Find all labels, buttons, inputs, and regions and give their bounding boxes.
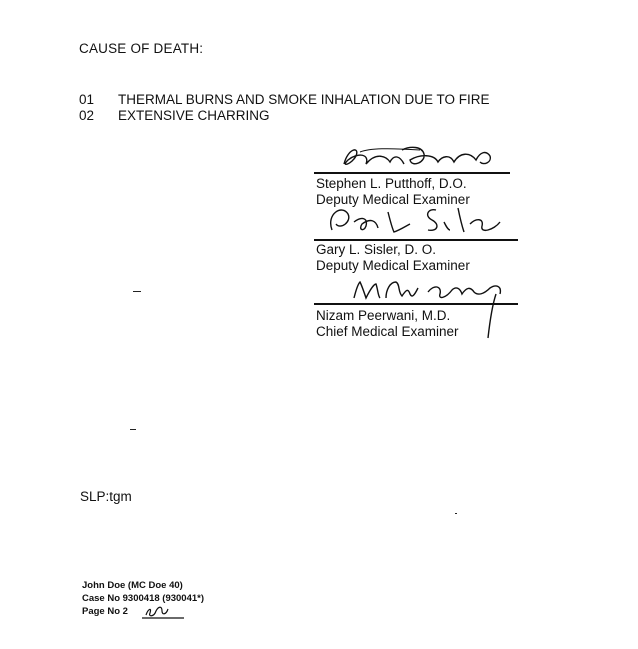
footer-page-number: Page No 2: [82, 606, 128, 617]
signer-title: Deputy Medical Examiner: [316, 258, 470, 273]
signature-line: [314, 303, 518, 305]
scan-mark: [133, 291, 141, 292]
scan-mark: [130, 429, 136, 430]
signer-name: Nizam Peerwani, M.D.: [316, 308, 451, 323]
cause-number: 02: [79, 108, 95, 123]
signature-stephen-putthoff: [330, 142, 500, 176]
footer-initials-mark: [140, 601, 186, 621]
signature-line: [314, 239, 518, 241]
signer-title: Chief Medical Examiner: [316, 324, 459, 339]
cause-text: THERMAL BURNS AND SMOKE INHALATION DUE TO FIRE: [118, 92, 490, 107]
cause-number: 01: [79, 92, 95, 107]
signer-title: Deputy Medical Examiner: [316, 192, 470, 207]
typist-initials: SLP:tgm: [80, 489, 132, 504]
signer-name: Gary L. Sisler, D. O.: [316, 242, 437, 257]
cause-of-death-heading: CAUSE OF DEATH:: [79, 41, 204, 56]
cause-text: EXTENSIVE CHARRING: [118, 108, 270, 123]
signer-name: Stephen L. Putthoff, D.O.: [316, 176, 467, 191]
signature-gary-sisler: [318, 200, 522, 244]
footer-case-number: Case No 9300418 (930041*): [82, 593, 205, 604]
scan-mark: [455, 513, 457, 514]
footer-case-name: John Doe (MC Doe 40): [82, 580, 183, 591]
signature-line: [314, 172, 510, 174]
